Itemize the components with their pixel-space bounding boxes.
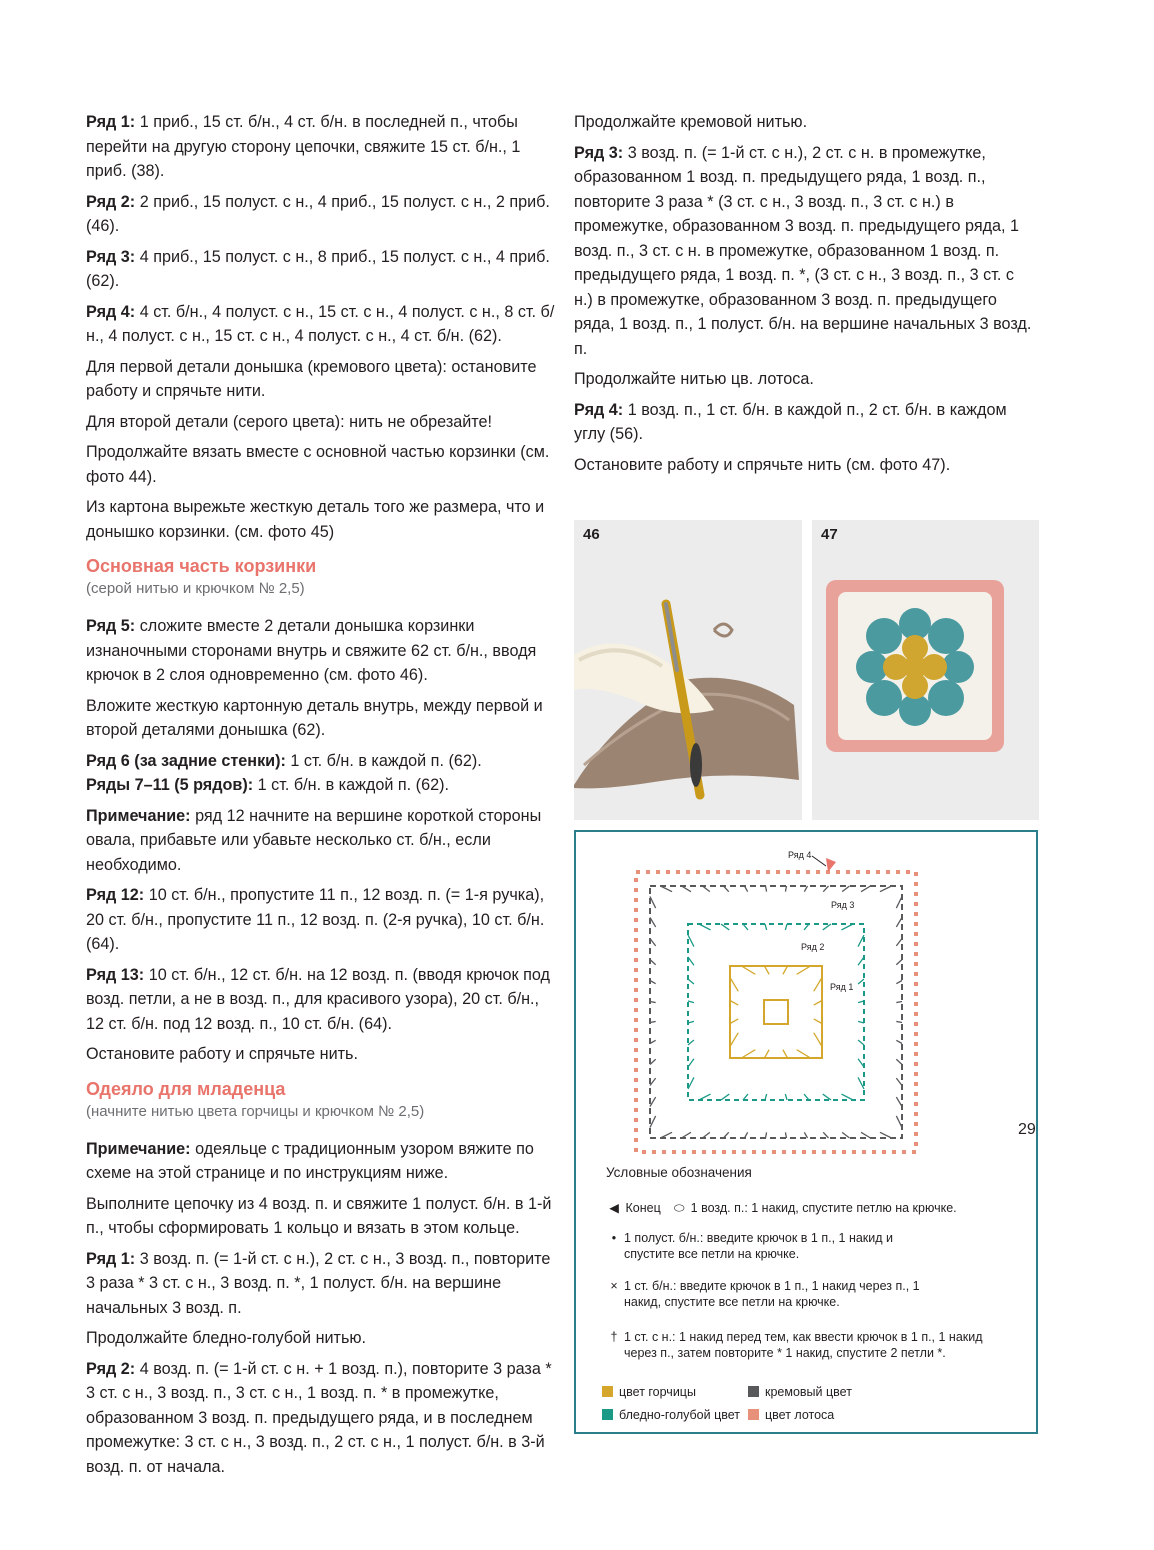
right-column	[574, 110, 1036, 483]
legend-color-pale-blue	[602, 1407, 740, 1423]
photo-number: 46	[583, 526, 600, 543]
color-swatch	[748, 1386, 759, 1397]
chart-label-row2: Ряд 2	[801, 942, 825, 952]
row4-pointer	[812, 856, 826, 866]
chart-rings	[636, 872, 916, 1152]
paragraph	[86, 773, 556, 798]
paragraph	[86, 614, 556, 688]
round2-spoke	[785, 924, 787, 930]
round1-spoke	[730, 1001, 738, 1006]
paragraph	[86, 883, 556, 957]
granny-square-illustration	[812, 520, 1039, 820]
legend-color-name: цвет горчицы	[619, 1385, 696, 1399]
crochet-chart-diagram	[576, 832, 1036, 1162]
legend-text: 1 полуст. б/н.: введите крючок в 1 п., 1 накид и спустите все петли на крючке.	[624, 1231, 894, 1261]
round1-spoke	[730, 978, 738, 992]
section-subtitle: (начните нитью цвета горчицы и крючком № 2,5)	[86, 1102, 425, 1120]
round3-spoke	[682, 1132, 691, 1138]
paragraph: Из картона вырежьте жесткую деталь того же размера, что и донышко корзинки. (см. фото 45)	[86, 498, 545, 541]
paragraph: Продолжайте бледно-голубой нитью.	[86, 1329, 367, 1347]
paragraph	[86, 804, 556, 878]
row-text: сложите вместе 2 детали донышка корзинки изнаночными сторонами внутрь и свяжите 62 ст. б/н., вводя крючок в 2 слоя одновременно (см. фото 46).	[86, 617, 537, 684]
paragraph: Для первой детали донышка (кремового цвета): остановите работу и спрячьте нити.	[86, 357, 537, 400]
round3-spoke	[766, 886, 767, 892]
paragraph: Для второй детали (серого цвета): нить не обрезайте!	[86, 412, 493, 431]
legend-color-name: бледно-голубой цвет	[619, 1408, 741, 1422]
paragraph	[574, 141, 1036, 362]
paragraph	[86, 190, 556, 239]
row-text: 1 ст. б/н. в каждой п. (62).	[253, 776, 449, 794]
paragraph	[86, 110, 556, 184]
round4-stitches	[636, 872, 916, 1152]
paragraph: Остановите работу и спрячьте нить.	[86, 1045, 358, 1063]
note-text: ряд 12 начните на вершине короткой стороны овала, прибавьте или убавьте несколько ст. б/н., если необходимо.	[86, 806, 542, 874]
paragraph: Продолжайте вязать вместе с основной частью корзинки (см. фото 44).	[86, 443, 550, 486]
round1-spoke	[783, 966, 788, 974]
section-title: Одеяло для младенца	[86, 1078, 286, 1099]
slip-stitch-dot-icon: •	[611, 1231, 617, 1245]
paragraph	[86, 1137, 556, 1186]
double-crochet-icon: †	[610, 1330, 618, 1344]
row-text: 1 приб., 15 ст. б/н., 4 ст. б/н. в последней п., чтобы перейти на другую сторону цепочки, свяжите 15 ст. б/н., 1 приб. (38).	[86, 113, 521, 180]
cross-icon: ×	[610, 1279, 618, 1293]
round1-spoke	[742, 1050, 756, 1058]
round1-spoke	[814, 1033, 822, 1047]
round1-spoke	[730, 1033, 738, 1047]
row-label: Ряд 3:	[86, 247, 136, 266]
paragraph	[86, 1247, 556, 1321]
round3-spoke	[682, 886, 691, 892]
paragraph: Выполните цепочку из 4 возд. п. и свяжите 1 полуст. б/н. в 1-й п., чтобы сформировать 1 кольцо и вязать в этом кольце.	[86, 1194, 552, 1237]
row-label: Ряд 6 (за задние стенки):	[86, 751, 286, 770]
round3-spoke	[766, 1132, 767, 1138]
legend-color-name: кремовый цвет	[765, 1385, 852, 1399]
row-text: 4 приб., 15 полуст. с н., 8 приб., 15 полуст. с н., 4 приб. (62).	[86, 247, 550, 290]
row-text: 10 ст. б/н., пропустите 11 п., 12 возд. п. (= 1-я ручка), 20 ст. б/н., пропустите 11 п., 12 возд. п. (2-я ручка), 10 ст. б/н. (64).	[86, 886, 545, 953]
round1-spoke	[765, 1050, 770, 1058]
round3-spoke	[896, 960, 902, 965]
chart-label-row4: Ряд 4	[788, 850, 812, 860]
legend-text: 1 ст. б/н.: введите крючок в 1 п., 1 накид через п., 1 накид, спустите все петли на крючке.	[624, 1279, 920, 1309]
paragraph: Продолжайте кремовой нитью.	[574, 113, 808, 131]
paragraph	[86, 245, 556, 294]
row-text: 2 приб., 15 полуст. с н., 4 приб., 15 полуст. с н., 2 приб. (46).	[86, 192, 550, 235]
row-text: 1 ст. б/н. в каждой п. (62).	[285, 751, 482, 770]
photo-number: 47	[821, 526, 838, 543]
legend-color-name: цвет лотоса	[765, 1408, 835, 1422]
row-label: Ряд 5:	[86, 617, 136, 635]
photo-basket-crochet	[574, 520, 802, 820]
legend-text: 1 возд. п.: 1 накид, спустите петлю на крючке.	[690, 1201, 957, 1215]
row-text: 10 ст. б/н., 12 ст. б/н. на 12 возд. п. (вводя крючок под возд. петли, а не в возд. п., для красивого узора), 20 ст. б/н., 12 ст. б/н. под 12 возд. п., 10 ст. б/н. (64).	[86, 965, 550, 1033]
photo-granny-square	[812, 520, 1039, 820]
round1-stitches	[730, 966, 822, 1058]
chart-label-row3: Ряд 3	[831, 900, 855, 910]
round3-spoke	[896, 1059, 902, 1064]
row-label: Ряд 4:	[574, 400, 624, 419]
round3-spoke	[896, 981, 902, 984]
round2-stitches	[688, 924, 864, 1100]
left-column	[86, 110, 556, 1485]
round2-spoke	[688, 979, 694, 984]
row-label: Ряды 7–11 (5 рядов):	[86, 776, 254, 794]
legend-slip-stitch	[606, 1230, 946, 1262]
round1-spoke	[765, 966, 770, 974]
round3-spoke	[724, 1132, 729, 1138]
note-label: Примечание:	[86, 1139, 191, 1158]
paragraph	[574, 398, 1036, 447]
round3-spoke	[745, 1132, 748, 1138]
legend-color-mustard	[602, 1384, 696, 1400]
paragraph: Продолжайте нитью цв. лотоса.	[574, 370, 814, 388]
row-label: Ряд 4:	[86, 302, 136, 321]
legend-text: 1 ст. с н.: 1 накид перед тем, как ввести крючок в 1 п., 1 накид через п., затем повторите * 1 накид, спустите 2 петли *.	[624, 1330, 983, 1360]
row-text: 3 возд. п. (= 1-й ст. с н.), 2 ст. с н. в промежутке, образованном 1 возд. п. предыдущего ряда, 1 возд. п., повторите 3 раза * (3 ст. с н., 3 возд. п., 3 ст. с н.) в промежутке, образованном 3 возд. п. предыдущего ряда, 1 возд. п., 3 ст. с н. в промежутке, образованном 1 возд. п. предыдущего ряда, 1 возд. п. *, (3 ст. с н., 3 возд. п., 3 ст. с н.) в промежутке, образованном 3 возд. п. предыдущего ряда, 1 возд. п., 1 полуст. б/н. на вершине начальных 3 возд. п.	[574, 143, 1032, 358]
row-label: Ряд 3:	[574, 143, 624, 162]
round2-spoke	[785, 1094, 787, 1100]
end-marker-icon	[826, 858, 836, 872]
row-text: 4 возд. п. (= 1-й ст. с н. + 1 возд. п.), повторите 3 раза * 3 ст. с н., 3 возд. п., 3 ст. с н., 1 возд. п. * в промежутке, образованном 3 возд. п. предыдущего ряда, и в последнем промежутке: 3 ст. с н., 3 возд. п., 2 ст. с н., 1 полуст. б/н. в 3-й возд. п. от начала.	[86, 1359, 552, 1476]
legend-double-crochet	[606, 1329, 986, 1361]
round1-spoke	[742, 966, 756, 974]
round3-spoke	[703, 886, 710, 892]
round2-spoke	[858, 1059, 864, 1067]
row-label: Ряд 2:	[86, 1359, 136, 1378]
round3-spoke	[896, 1040, 902, 1043]
round1-spoke	[797, 966, 811, 974]
round2-spoke	[765, 1094, 767, 1100]
row-label: Ряд 12:	[86, 886, 145, 904]
round3-spoke	[745, 886, 748, 892]
legend-single-crochet	[606, 1278, 926, 1310]
round1-spoke	[814, 1019, 822, 1024]
section-title: Основная часть корзинки	[86, 556, 317, 576]
center-ring	[764, 1000, 788, 1024]
paragraph	[86, 1357, 556, 1480]
row-label: Ряд 1:	[86, 1249, 136, 1268]
paragraph	[86, 300, 556, 349]
round1-spoke	[814, 978, 822, 992]
note-text: одеяльце с традиционным узором вяжите по схеме на этой странице и по инструкциям ниже.	[86, 1139, 534, 1182]
round1-spoke	[814, 1001, 822, 1006]
note-label: Примечание:	[86, 806, 191, 825]
legend-title: Условные обозначения	[606, 1165, 752, 1180]
row-label: Ряд 1:	[86, 113, 136, 131]
end-triangle-icon: ◀	[609, 1201, 619, 1215]
color-swatch	[602, 1409, 613, 1420]
crochet-chart-panel	[574, 830, 1038, 1434]
chain-oval-icon: ⬭	[673, 1201, 685, 1215]
row-text: 3 возд. п. (= 1-й ст. с н.), 2 ст. с н., 3 возд. п., повторите 3 раза * 3 ст. с н., 3 возд. п. *, 1 полуст. б/н. на вершине начальных 3 возд. п.	[86, 1249, 551, 1317]
paragraph	[86, 963, 556, 1037]
round3-spoke	[896, 1021, 902, 1022]
legend-color-lotus	[748, 1407, 834, 1423]
page-number: 29	[1018, 1121, 1036, 1138]
round3-spoke	[724, 886, 729, 892]
row-text: 4 ст. б/н., 4 полуст. с н., 15 ст. с н., 4 полуст. с н., 8 ст. б/н., 4 полуст. с н., 15 ст. с н., 4 полуст. с н., 4 ст. б/н. (62).	[86, 302, 555, 345]
round3-spoke	[703, 1132, 710, 1138]
chart-label-row1: Ряд 1	[830, 982, 854, 992]
paragraph: Вложите жесткую картонную деталь внутрь, между первой и второй деталями донышка (62).	[86, 696, 543, 739]
section-subtitle: (серой нитью и крючком № 2,5)	[86, 580, 305, 597]
row-label: Ряд 2:	[86, 192, 136, 211]
legend-end	[606, 1200, 1006, 1216]
round1-spoke	[730, 1019, 738, 1024]
row-text: 1 возд. п., 1 ст. б/н. в каждой п., 2 ст. б/н. в каждом углу (56).	[574, 400, 1007, 443]
legend-text: Конец	[625, 1201, 661, 1215]
paragraph: Остановите работу и спрячьте нить (см. фото 47).	[574, 455, 951, 474]
row-label: Ряд 13:	[86, 965, 145, 984]
round1-spoke	[783, 1050, 788, 1058]
paragraph	[86, 749, 556, 774]
round2-spoke	[765, 924, 767, 930]
basket-illustration	[574, 520, 802, 820]
round1-spoke	[797, 1050, 811, 1058]
legend-color-cream	[748, 1384, 852, 1400]
color-swatch	[748, 1409, 759, 1420]
color-swatch	[602, 1386, 613, 1397]
round3-spoke	[896, 1002, 902, 1003]
